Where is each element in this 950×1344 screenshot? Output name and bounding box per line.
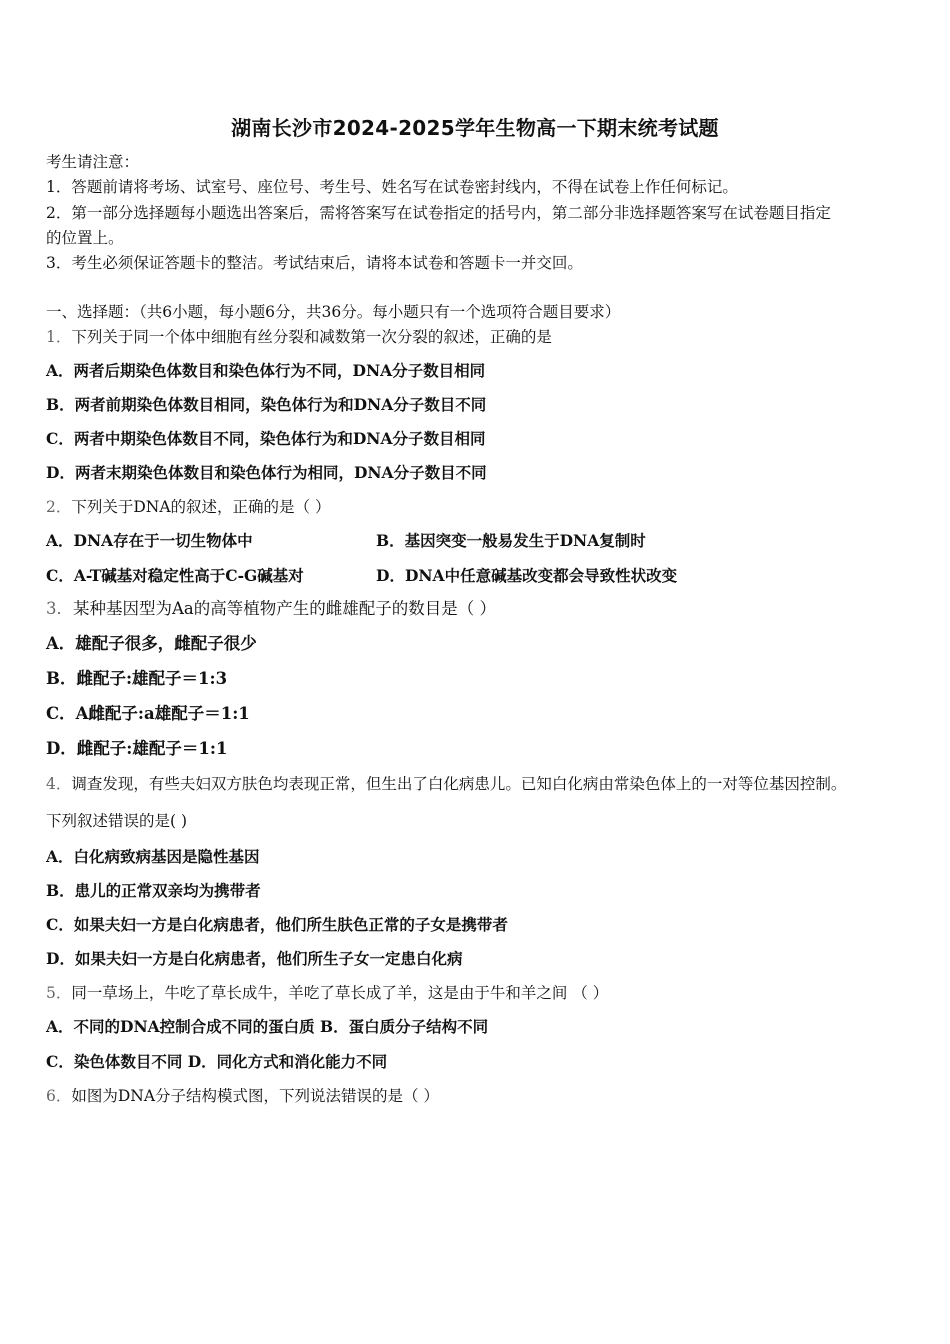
question-6: [46, 1086, 439, 1106]
question-3: [46, 599, 496, 619]
question-stem: 调查发现，有些夫妇双方肤色均表现正常，但生出了白化病患儿。已知白化病由常染色体上的一对等位基因控制。: [71, 775, 847, 793]
q2-option-b: B．基因突变一般易发生于DNA复制时: [376, 531, 646, 550]
question-5: [46, 983, 608, 1003]
question-4-stem-cont: 下列叙述错误的是( ): [46, 812, 188, 830]
section-heading: 一、选择题：（共6小题，每小题6分，共36分。每小题只有一个选项符合题目要求）: [46, 303, 621, 321]
question-stem: 下列关于DNA的叙述，正确的是（ ）: [71, 498, 331, 516]
q3-option-c: C．A雌配子:a雄配子＝1:1: [46, 704, 250, 723]
q4-option-b: B．患儿的正常双亲均为携带者: [46, 881, 261, 900]
q4-option-a: A．白化病致病基因是隐性基因: [46, 847, 260, 866]
question-number: 2．: [46, 498, 72, 516]
q1-option-d: D．两者末期染色体数目和染色体行为相同，DNA分子数目不同: [46, 463, 487, 482]
notice-item-2: 2．第一部分选择题每小题选出答案后，需将答案写在试卷指定的括号内，第二部分非选择题答案写在试卷题目指定: [46, 204, 831, 222]
q2-option-c: C．A-T碱基对稳定性高于C-G碱基对: [46, 566, 304, 585]
question-stem: 下列关于同一个体中细胞有丝分裂和减数第一次分裂的叙述，正确的是: [71, 328, 552, 346]
question-stem: 同一草场上，牛吃了草长成牛，羊吃了草长成了羊，这是由于牛和羊之间 （ ）: [71, 984, 609, 1002]
q5-option-cd: C．染色体数目不同 D．同化方式和消化能力不同: [46, 1052, 388, 1071]
q4-option-c: C．如果夫妇一方是白化病患者，他们所生肤色正常的子女是携带者: [46, 915, 508, 934]
question-number: 1．: [46, 328, 72, 346]
notice-heading: 考生请注意：: [46, 153, 140, 171]
q1-option-c: C．两者中期染色体数目不同，染色体行为和DNA分子数目相同: [46, 429, 486, 448]
question-stem: 如图为DNA分子结构模式图，下列说法错误的是（ ）: [71, 1087, 439, 1105]
notice-item-2-cont: 的位置上。: [46, 229, 124, 247]
q1-option-b: B．两者前期染色体数目相同，染色体行为和DNA分子数目不同: [46, 395, 487, 414]
question-1: [46, 327, 552, 347]
question-number: 6．: [46, 1087, 72, 1105]
q3-option-a: A．雄配子很多，雌配子很少: [46, 634, 257, 653]
question-stem: 某种基因型为Aa的高等植物产生的雌雄配子的数目是（ ）: [73, 599, 496, 618]
q3-option-b: B．雌配子:雄配子＝1:3: [46, 669, 228, 688]
question-2: [46, 497, 331, 517]
q2-option-a: A．DNA存在于一切生物体中: [46, 531, 253, 550]
exam-title: 湖南长沙市2024-2025学年生物高一下期末统考试题: [231, 116, 719, 140]
question-number: 3．: [46, 599, 73, 618]
q5-option-ab: A．不同的DNA控制合成不同的蛋白质 B．蛋白质分子结构不同: [46, 1017, 489, 1036]
notice-item-3: 3．考生必须保证答题卡的整洁。考试结束后，请将本试卷和答题卡一并交回。: [46, 254, 583, 272]
q1-option-a: A．两者后期染色体数目和染色体行为不同，DNA分子数目相同: [46, 361, 486, 380]
question-number: 5．: [46, 984, 72, 1002]
q2-option-d: D．DNA中任意碱基改变都会导致性状改变: [376, 566, 678, 585]
q3-option-d: D．雌配子:雄配子＝1:1: [46, 739, 228, 758]
question-number: 4．: [46, 775, 72, 793]
question-4: [46, 774, 846, 794]
notice-item-1: 1．答题前请将考场、试室号、座位号、考生号、姓名写在试卷密封线内，不得在试卷上作任何标记。: [46, 178, 738, 196]
q4-option-d: D．如果夫妇一方是白化病患者，他们所生子女一定患白化病: [46, 949, 463, 968]
